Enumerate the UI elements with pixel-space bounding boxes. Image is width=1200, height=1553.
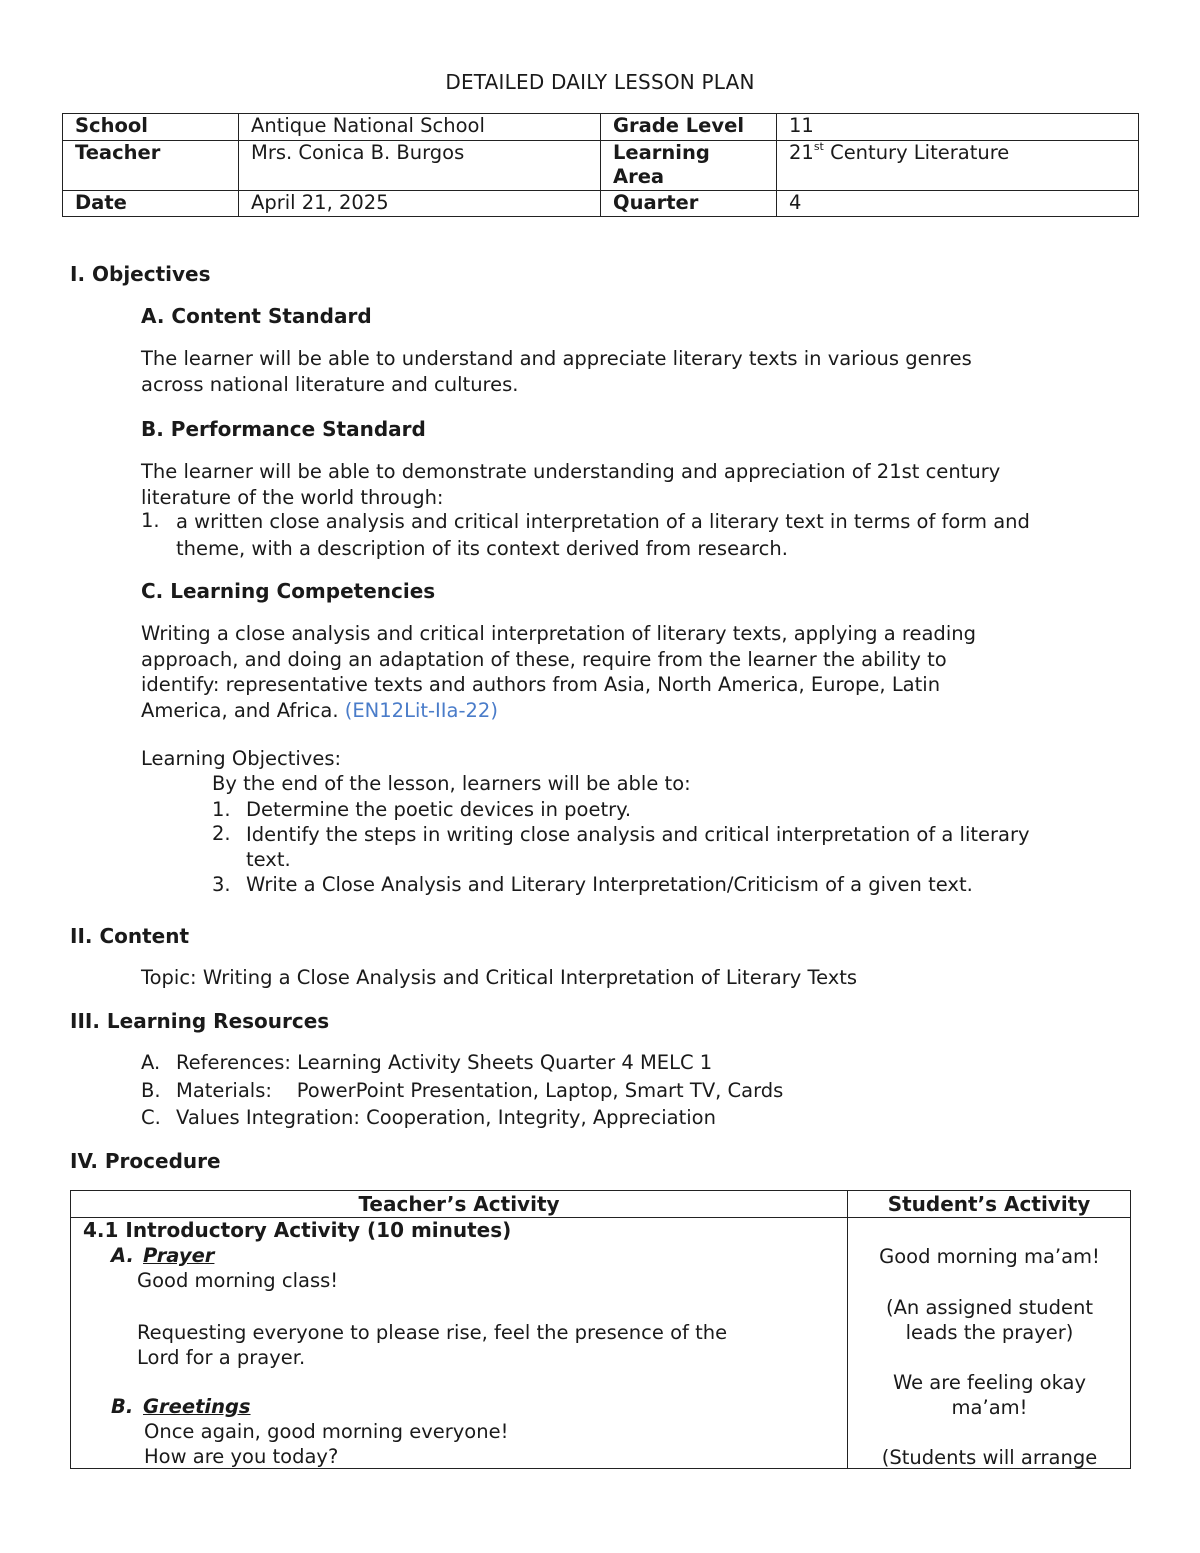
content-standard-heading: A. Content Standard — [141, 304, 372, 328]
greetings-line-1: Once again, good morning everyone! — [144, 1420, 509, 1443]
learning-resources-heading: III. Learning Resources — [70, 1009, 330, 1033]
greetings-line-2: How are you today? — [144, 1445, 339, 1468]
student-activity-header: Student’s Activity — [848, 1191, 1131, 1218]
learning-objectives-label: Learning Objectives: — [141, 747, 342, 770]
objective-2-text: Identify the steps in writing close analysis and critical interpretation of a literary text. — [246, 823, 1030, 871]
objective-3-text: Write a Close Analysis and Literary Interpretation/Criticism of a given text. — [246, 873, 973, 896]
quarter-value: 4 — [777, 191, 1139, 217]
resource-b-letter: B. — [141, 1079, 161, 1102]
introductory-activity-title: 4.1 Introductory Activity (10 minutes) — [83, 1218, 512, 1242]
content-heading: II. Content — [70, 924, 190, 948]
objective-3-number: 3. — [212, 873, 231, 896]
performance-standard-text: The learner will be able to demonstrate understanding and appreciation of 21st century literature of the world through: — [141, 460, 1001, 509]
objective-1-number: 1. — [212, 798, 231, 821]
content-topic: Topic: Writing a Close Analysis and Critical Interpretation of Literary Texts — [141, 966, 858, 989]
quarter-label: Quarter — [601, 191, 777, 217]
competency-code: (EN12Lit-IIa-22) — [344, 698, 498, 722]
performance-standard-heading: B. Performance Standard — [141, 417, 426, 441]
resource-b-text: Materials: PowerPoint Presentation, Laptop, Smart TV, Cards — [176, 1079, 784, 1102]
student-response-3: We are feeling okay ma’am! — [892, 1371, 1087, 1419]
document-title: DETAILED DAILY LESSON PLAN — [445, 70, 755, 94]
prayer-letter: A. — [111, 1244, 134, 1267]
performance-item-number: 1. — [141, 509, 160, 532]
procedure-table — [70, 1190, 1131, 1469]
objective-2-number: 2. — [212, 822, 231, 845]
resource-c-letter: C. — [141, 1106, 161, 1129]
resource-c-text: Values Integration: Cooperation, Integrity, Appreciation — [176, 1106, 716, 1129]
prayer-request: Requesting everyone to please rise, feel the presence of the Lord for a prayer. — [137, 1321, 728, 1369]
prayer-greeting: Good morning class! — [137, 1269, 339, 1292]
lesson-info-table — [62, 113, 1139, 217]
school-value: Antique National School — [239, 114, 601, 141]
date-value: April 21, 2025 — [239, 191, 601, 217]
student-response-1: Good morning ma’am! — [879, 1245, 1100, 1268]
school-label: School — [63, 114, 239, 141]
student-response-2: (An assigned student leads the prayer) — [885, 1296, 1094, 1344]
learning-area-value: 21st Century Literature — [777, 141, 1139, 191]
teacher-activity-header: Teacher’s Activity — [71, 1191, 848, 1218]
greetings-letter: B. — [111, 1395, 134, 1418]
grade-level-value: 11 — [777, 114, 1139, 141]
teacher-label: Teacher — [63, 141, 239, 191]
objectives-heading: I. Objectives — [70, 262, 211, 286]
learning-competencies-heading: C. Learning Competencies — [141, 579, 436, 603]
student-activity-cell — [848, 1218, 1131, 1469]
learning-competencies-text: Writing a close analysis and critical interpretation of literary texts, applying a reading approach, and doing an adaptation of these, require from the learner the ability to identify: representative texts and authors from Asia, North America, Europe, Latin America, and Africa. (EN12Lit-IIa-22) — [141, 622, 976, 722]
procedure-heading: IV. Procedure — [70, 1149, 221, 1173]
teacher-value: Mrs. Conica B. Burgos — [239, 141, 601, 191]
prayer-title: Prayer — [143, 1244, 215, 1267]
objective-1-text: Determine the poetic devices in poetry. — [246, 798, 632, 821]
date-label: Date — [63, 191, 239, 217]
resource-a-text: References: Learning Activity Sheets Quarter 4 MELC 1 — [176, 1051, 713, 1074]
learning-objectives-intro: By the end of the lesson, learners will be able to: — [212, 772, 691, 795]
content-standard-text: The learner will be able to understand and appreciate literary texts in various genres across national literature and cultures. — [141, 347, 972, 396]
performance-item-text: a written close analysis and critical interpretation of a literary text in terms of form and theme, with a description of its context derived from research. — [176, 510, 1030, 560]
teacher-activity-cell — [71, 1218, 848, 1469]
student-response-4: (Students will arrange — [881, 1446, 1098, 1469]
grade-level-label: Grade Level — [601, 114, 777, 141]
greetings-title: Greetings — [143, 1395, 251, 1418]
resource-a-letter: A. — [141, 1051, 161, 1074]
learning-area-label: Learning Area — [601, 141, 777, 191]
